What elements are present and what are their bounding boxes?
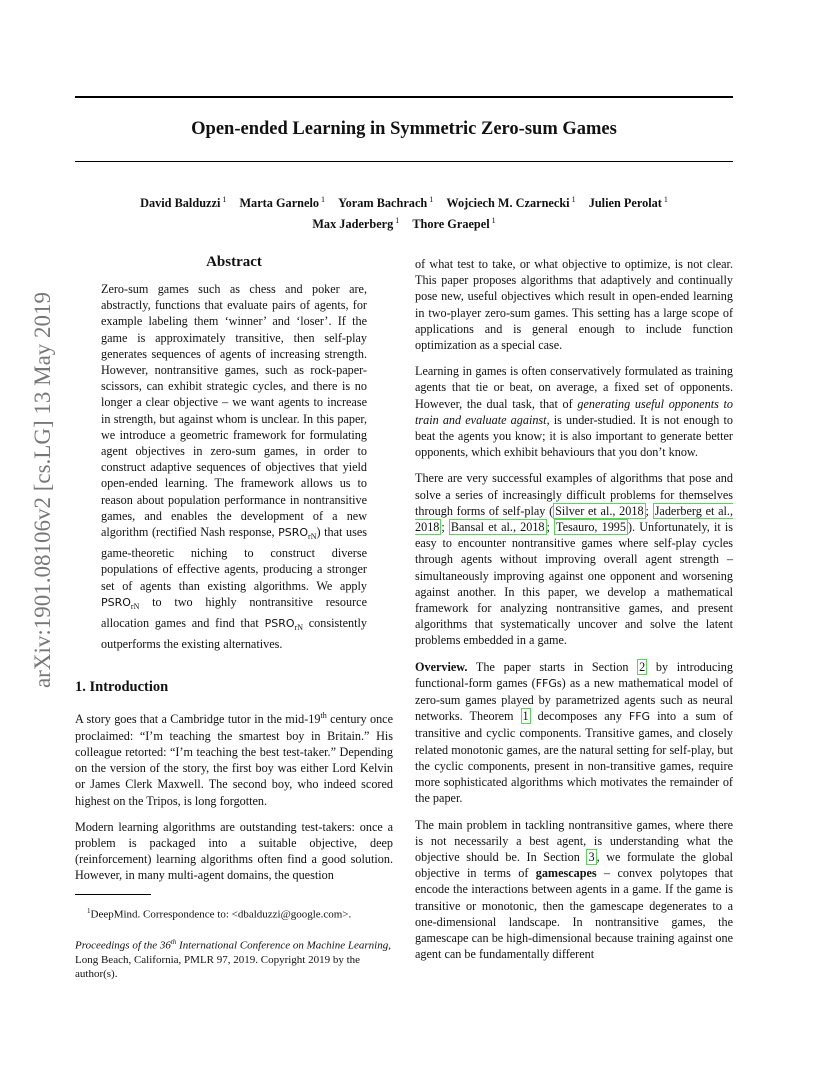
- author: Wojciech M. Czarnecki $^1$: [446, 195, 576, 211]
- author-list: [75, 191, 733, 233]
- title-bottom-rule: [75, 161, 733, 162]
- intro-paragraph: Modern learning algorithms are outstanding test-takers: once a problem is packaged into a suitable objective, deep (reinforcement) learning algorithms often find a good solution. However, in many multi-agent domains, the question: [75, 819, 393, 883]
- theorem-link[interactable]: 1: [522, 709, 529, 724]
- section-link[interactable]: 2: [639, 659, 646, 674]
- author: Marta Garnelo $^1$: [239, 195, 326, 211]
- body-paragraph: of what test to take, or what objective to optimize, is not clear. This paper proposes algorithms that adaptively and continually pose new, useful objectives which result in open-ended learning in two-player zero-sum games. This setting has a large scope of applications and is general enough to include function optimization as a special case.: [415, 257, 733, 353]
- citation-link[interactable]: Silver et al., 2018: [555, 503, 644, 518]
- author: Thore Graepel $^1$: [412, 216, 496, 232]
- proceedings-note: Proceedings of the 36th International Conference on Machine Learning, Long Beach, California, PMLR 97, 2019. Copyright 2019 by the author(s).: [75, 937, 391, 981]
- paper-title: Open-ended Learning in Symmetric Zero-sum Games: [191, 119, 617, 139]
- body-paragraph: There are very successful examples of algorithms that pose and solve a series of increasingly difficult problems for themselves through forms of self-play ( Silver et al., 2018 ; Jaderberg et al., 2018 ; Bansal et al., 2018 ; Tesauro, 1995 ). Unfortunately, it is easy to encounter nontransitive games where self-play cycles through agents without improving overall agent strength – simultaneously improving against one opponent and worsening against another. In this paper, we develop a mathematical framework for analyzing nontransitive games, and present algorithms that systematically uncover and solve the latent problems embedded in a game.: [415, 471, 733, 648]
- right-column: [415, 256, 733, 972]
- author: Max Jaderberg $^1$: [312, 216, 400, 232]
- abstract-body: Zero-sum games such as chess and poker are, abstractly, functions that evaluate pairs of agents, for example labeling them ‘winner’ and ‘loser’. If the game is approximately transitive, then self-play generates sequences of agents of increasing strength. However, nontransitive games, such as rock-paper-scissors, can exhibit strategic cycles, and there is no longer a clear objective – we want agents to increase in strength, but against whom is unclear. In this paper, we introduce a geometric framework for formulating agent objectives in zero-sum games, in order to construct adaptive sequences of objectives that yield open-ended learning. The framework allows us to reason about population performance in nontransitive games, and enables the development of a new algorithm (rectified Nash response, $PSRO_{rN}$) that uses game-theoretic niching to construct diverse populations of effective agents, producing a stronger set of agents than existing algorithms. We apply $PSRO_{rN}$ to two highly nontransitive resource allocation games and find that $PSRO_{rN}$ consistently outperforms the existing alternatives.: [101, 282, 367, 652]
- author: David Balduzzi $^1$: [140, 195, 227, 211]
- body-paragraph: The main problem in tackling nontransitive games, where there is not necessarily a best agent, is understanding what the objective should be. In Section 3 , we formulate the global objective in terms of gamescapes – convex polytopes that encode the interactions between agents in a game. If the game is transitive or monotonic, then the gamescape degenerates to a one-dimensional landscape. In nontransitive games, the gamescape can be high-dimensional because training against one agent can be fundamentally different: [415, 817, 733, 962]
- author: Julien Perolat $^1$: [588, 195, 668, 211]
- author: Yoram Bachrach $^1$: [338, 195, 434, 211]
- section-link[interactable]: 3: [588, 849, 595, 864]
- body-paragraph: Learning in games is often conservatively formulated as training agents that tie or beat, on average, a fixed set of opponents. However, the dual task, that of generating useful opponents to train and evaluate against, is under-studied. It is not enough to beat the agents you know; it is also important to generate better opponents, which exhibit behaviours that you don’t know.: [415, 364, 734, 460]
- body-paragraph: Overview. The paper starts in Section 2 by introducing functional-form games (FFGs) as a new mathematical model of zero-sum games played by parametrized agents such as neural networks. Theorem 1 decomposes any FFG into a sum of transitive and cyclic components. Transitive games, and closely related monotonic games, are the natural setting for self-play, but the cyclic components, present in non-transitive games, require more sophisticated algorithms which motivates the remainder of the paper.: [415, 659, 733, 806]
- introduction-heading: 1. Introduction: [75, 679, 169, 696]
- intro-paragraph: A story goes that a Cambridge tutor in the mid-19th century once proclaimed: “I’m teaching the smartest boy in Britain.” His colleague retorted: “I’m teaching the best test-taker.” Depending on the version of the story, the first boy was either Lord Kelvin or James Clerk Maxwell. The second boy, who indeed scored highest on the Tripos, is long forgotten.: [75, 711, 393, 808]
- citation-link[interactable]: Tesauro, 1995: [556, 520, 626, 535]
- abstract-heading: Abstract: [206, 254, 262, 270]
- citation-link[interactable]: Bansal et al., 2018: [450, 520, 545, 535]
- title-top-rule: [75, 96, 733, 98]
- overview-lead: Overview.: [415, 659, 468, 674]
- footnote: $^1$DeepMind. Correspondence to: <dbalduzzi@google.com>.: [87, 907, 352, 922]
- left-column: [75, 253, 393, 982]
- footnote-rule: [75, 894, 151, 895]
- arxiv-identifier: arXiv:1901.08106v2 [cs.LG] 13 May 2019: [30, 291, 55, 689]
- citation-link[interactable]: Jaderberg et al., 2018: [415, 503, 733, 535]
